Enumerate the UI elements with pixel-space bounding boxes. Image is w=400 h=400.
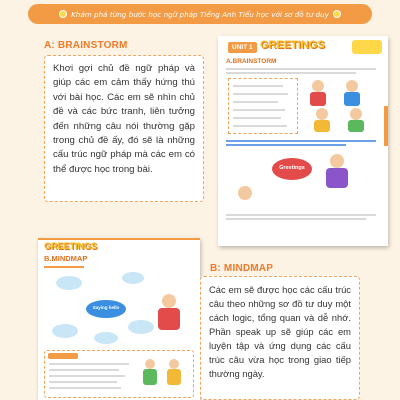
list-line bbox=[49, 387, 121, 389]
mindmap-page-thumbnail bbox=[38, 238, 200, 400]
branch-bubble bbox=[122, 272, 144, 284]
kid-body bbox=[158, 308, 180, 330]
branch-bubble bbox=[52, 324, 78, 338]
page-a-title: GREETINGS bbox=[260, 39, 325, 51]
kid-body bbox=[348, 120, 364, 132]
divider bbox=[226, 72, 356, 74]
kid-body bbox=[326, 168, 348, 188]
kid-head bbox=[316, 108, 328, 120]
kid-head bbox=[162, 294, 176, 308]
list-line bbox=[49, 369, 119, 371]
section-a-description: Khơi gợi chủ đề ngữ pháp và giúp các em cảm thấy hứng thú với bài học. Các em sẽ nhìn chủ đề và các bức tranh, liên tưởng đến những câu nói thường gặp trong chủ đề ấy, đó sẽ là những cấu trúc ngữ pháp mà các em có thể được học trong bài. bbox=[44, 55, 204, 202]
section-b-description: Các em sẽ được học các cấu trúc câu theo những sơ đồ tư duy một cách logic, tổng quan và dễ nhớ. Phần speak up sẽ giúp các em luyện tập và ứng dụng các cấu trúc câu vừa học trong giao tiếp thường ngày. bbox=[200, 276, 360, 400]
kid-body bbox=[143, 369, 157, 385]
banner-text: Khám phá từng bước học ngữ pháp Tiếng Anh Tiểu học với sơ đồ tư duy bbox=[71, 9, 329, 19]
divider bbox=[226, 218, 366, 220]
center-bubble-label: Greetings bbox=[279, 165, 305, 171]
kid-body bbox=[344, 92, 360, 106]
kid-head bbox=[350, 108, 362, 120]
divider bbox=[44, 266, 84, 268]
list-line bbox=[233, 93, 288, 95]
checklist bbox=[228, 78, 298, 134]
unit-pill: UNIT 1 bbox=[228, 42, 257, 53]
branch-bubble bbox=[128, 320, 154, 334]
kid-head bbox=[169, 359, 179, 369]
kid-body bbox=[314, 120, 330, 132]
brainstorm-page-thumbnail bbox=[218, 36, 388, 246]
decor-stars-icon bbox=[352, 40, 382, 54]
list-line bbox=[233, 125, 287, 127]
top-banner bbox=[28, 4, 372, 24]
branch-bubble bbox=[94, 332, 118, 344]
top-strip bbox=[38, 238, 200, 240]
kid-body bbox=[167, 369, 181, 385]
divider bbox=[226, 144, 346, 146]
center-bubble-label: Saying hello bbox=[92, 305, 120, 310]
divider bbox=[226, 140, 376, 142]
list-line bbox=[49, 381, 117, 383]
section-b-label: B: MINDMAP bbox=[210, 263, 274, 274]
sun-icon bbox=[59, 10, 67, 18]
kid-head bbox=[312, 80, 324, 92]
side-tab bbox=[384, 106, 388, 146]
kid-body bbox=[310, 92, 326, 106]
divider bbox=[226, 214, 376, 216]
list-line bbox=[233, 101, 278, 103]
list-line bbox=[233, 85, 283, 87]
list-line bbox=[233, 109, 285, 111]
divider bbox=[226, 68, 376, 70]
speak-up-box bbox=[44, 350, 194, 398]
kids-illustration bbox=[306, 78, 378, 134]
list-line bbox=[49, 363, 129, 365]
page-b-title: GREETINGS bbox=[44, 241, 98, 251]
sun-icon bbox=[333, 10, 341, 18]
list-line bbox=[233, 117, 281, 119]
branch-bubble bbox=[56, 276, 82, 290]
kid-head bbox=[238, 186, 252, 200]
speak-up-tag bbox=[48, 353, 78, 359]
kid-head bbox=[346, 80, 358, 92]
kid-head bbox=[330, 154, 344, 168]
section-a-label: A: BRAINSTORM bbox=[44, 40, 128, 51]
list-line bbox=[49, 375, 125, 377]
page-b-section: B.MINDMAP bbox=[44, 254, 88, 263]
page-a-section: A.BRAINSTORM bbox=[226, 58, 277, 65]
kid-head bbox=[145, 359, 155, 369]
